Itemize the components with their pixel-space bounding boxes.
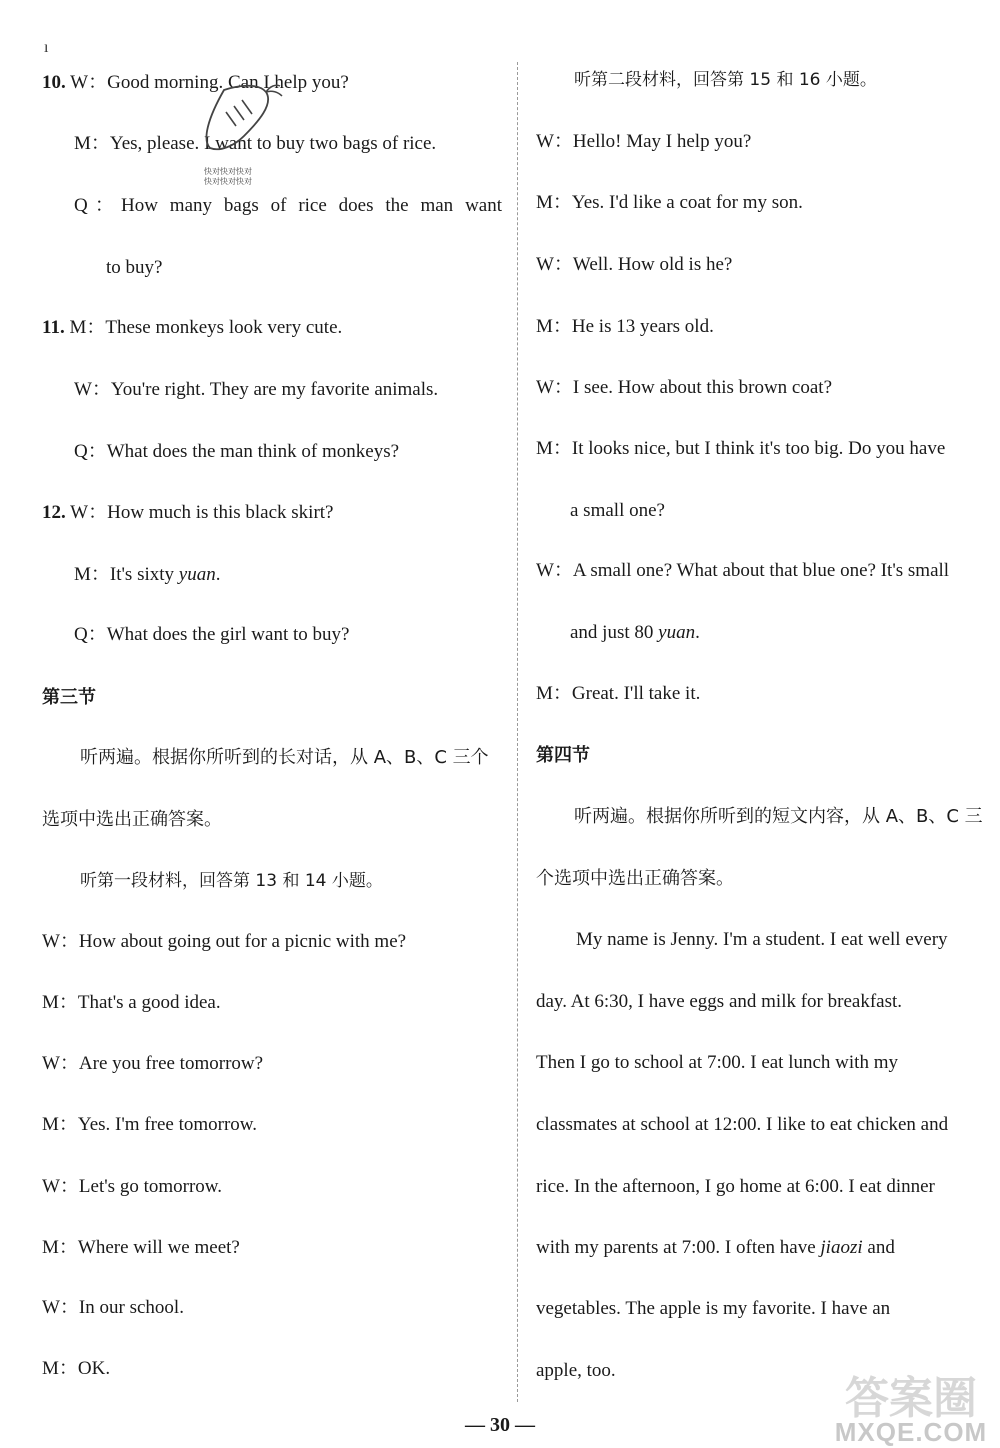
passage-line: vegetables. The apple is my favorite. I have an xyxy=(536,1298,891,1319)
section-4-title: 第四节 xyxy=(536,745,590,766)
passage-line: My name is Jenny. I'm a student. I eat well every xyxy=(576,929,948,950)
dialogue-line: W：Let's go tomorrow. xyxy=(42,1176,223,1197)
dialogue-text: and just 80 xyxy=(570,622,659,643)
material-1-heading: 听第一段材料，回答第 13 和 14 小题。 xyxy=(80,871,383,891)
dialogue-text: M：It's sixty xyxy=(74,564,179,585)
q11-woman-line: W：You're right. They are my favorite animals. xyxy=(74,379,439,400)
column-divider xyxy=(517,62,518,1402)
passage-text: with my parents at 7:00. I often have xyxy=(536,1237,821,1258)
dialogue-line: W：How much is this black skirt? xyxy=(70,502,334,523)
section-3-instruction: 听两遍。根据你所听到的长对话，从 A、B、C 三个 xyxy=(80,747,489,768)
watermark-url-text: MXQE.COM xyxy=(834,1417,988,1447)
passage-line: rice. In the afternoon, I go home at 6:00. I eat dinner xyxy=(536,1176,935,1197)
carrot-doodle-icon xyxy=(196,78,286,188)
punctuation: . xyxy=(215,564,221,585)
section-4-instruction-cont: 个选项中选出正确答案。 xyxy=(536,868,734,889)
dialogue-line: W：A small one? What about that blue one? It's small xyxy=(536,560,950,581)
page-number: — 30 — xyxy=(465,1414,535,1436)
question-number: 11. xyxy=(42,317,65,338)
stamp-text: 快对快对快对 xyxy=(204,177,252,186)
dialogue-line: M：That's a good idea. xyxy=(42,992,221,1013)
dialogue-line: M：Where will we meet? xyxy=(42,1237,240,1258)
section-3-instruction-cont: 选项中选出正确答案。 xyxy=(42,809,222,830)
section-4-instruction: 听两遍。根据你所听到的短文内容，从 A、B、C 三 xyxy=(574,806,983,827)
passage-line xyxy=(536,1236,895,1260)
dialogue-line: W：In our school. xyxy=(42,1297,184,1318)
dialogue-line: M：He is 13 years old. xyxy=(536,316,714,337)
passage-text: and xyxy=(862,1237,895,1258)
top-mark: ı xyxy=(44,39,49,56)
q11-man-line xyxy=(42,316,342,340)
dialogue-line: M：Great. I'll take it. xyxy=(536,683,701,704)
question-number: 10. xyxy=(42,72,66,93)
q10-question-line: Q：How many bags of rice does the man want xyxy=(74,195,502,216)
question-number: 12. xyxy=(42,502,66,523)
passage-line: classmates at school at 12:00. I like to eat chicken and xyxy=(536,1114,949,1135)
dialogue-line: W：Are you free tomorrow? xyxy=(42,1053,264,1074)
italic-word: yuan xyxy=(658,622,696,643)
dialogue-line: W：Good morning. Can I help you? xyxy=(70,72,349,93)
italic-word: jiaozi xyxy=(820,1237,863,1258)
site-watermark xyxy=(822,1362,1000,1448)
punctuation: . xyxy=(695,622,700,643)
dialogue-line: W：Hello! May I help you? xyxy=(536,131,752,152)
material-2-heading: 听第二段材料，回答第 15 和 16 小题。 xyxy=(574,70,877,90)
q11-question-line: Q：What does the man think of monkeys? xyxy=(74,441,400,462)
dialogue-line-cont xyxy=(570,621,700,645)
dialogue-line-cont: a small one? xyxy=(570,500,665,521)
q10-man-line: M：Yes, please. I want to buy two bags of rice. xyxy=(74,133,437,154)
dialogue-line: M：Yes. I'm free tomorrow. xyxy=(42,1114,258,1135)
passage-line: day. At 6:30, I have eggs and milk for breakfast. xyxy=(536,991,903,1012)
dialogue-line: M：Yes. I'd like a coat for my son. xyxy=(536,192,803,213)
passage-line: Then I go to school at 7:00. I eat lunch with my xyxy=(536,1052,898,1073)
italic-word: yuan xyxy=(178,564,216,585)
q12-man-line xyxy=(74,563,220,587)
dialogue-line: M：It looks nice, but I think it's too big. Do you have xyxy=(536,438,946,459)
dialogue-line: W：Well. How old is he? xyxy=(536,254,733,275)
q12-question-line: Q：What does the girl want to buy? xyxy=(74,624,350,645)
dialogue-line: W：How about going out for a picnic with me? xyxy=(42,931,407,952)
q10-question-cont: to buy? xyxy=(106,257,163,278)
stamp-text: 快对快对快对 xyxy=(204,167,252,176)
dialogue-line: M：These monkeys look very cute. xyxy=(69,317,343,338)
passage-line: apple, too. xyxy=(536,1360,616,1381)
watermark-logo-text: 答案圈 xyxy=(845,1373,977,1424)
section-3-title: 第三节 xyxy=(42,687,96,708)
q12-woman-line xyxy=(42,501,334,525)
dialogue-line: M：OK. xyxy=(42,1358,111,1379)
dialogue-line: W：I see. How about this brown coat? xyxy=(536,377,833,398)
